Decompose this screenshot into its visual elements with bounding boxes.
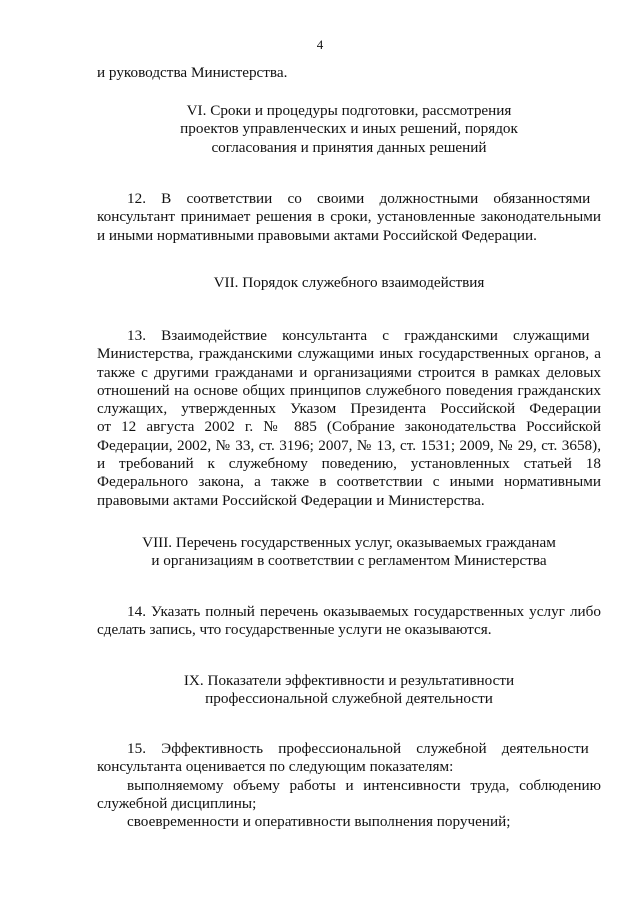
- heading-line: VIII. Перечень государственных услуг, оказываемых гражданам: [142, 534, 556, 551]
- text-line: Федерации, 2002, № 33, ст. 3196; 2007, № 13, ст. 1531; 2009, № 29, ст. 3658),: [97, 436, 601, 454]
- paragraph-13: [97, 327, 601, 510]
- heading-line: проектов управленческих и иных решений, порядок: [180, 120, 518, 138]
- text-line: отношений на основе общих принципов служебного поведения гражданских: [97, 381, 601, 399]
- text-line: также с другими гражданами и организациями строится в рамках деловых: [97, 363, 601, 381]
- heading-line: VII. Порядок служебного взаимодействия: [213, 274, 485, 291]
- heading-line: и организациям в соответствии с регламентом Министерства: [151, 552, 547, 570]
- text-line: Федерального закона, а также в соответствии с иными нормативными: [97, 473, 601, 491]
- section-heading-vi: [97, 102, 601, 157]
- text-line: 12. В соответствии со своими должностными обязанностями: [127, 190, 591, 207]
- list-item-line: служебной дисциплины;: [97, 794, 257, 812]
- heading-line: IX. Показатели эффективности и результативности: [183, 672, 515, 689]
- section-heading-viii: [97, 534, 601, 571]
- text-line: правовыми актами Российской Федерации и Министерства.: [97, 491, 485, 509]
- list-item-line: своевременности и оперативности выполнения поручений;: [127, 813, 511, 831]
- text-line: Министерства, гражданскими служащими иных государственных органов, а: [97, 345, 601, 363]
- heading-line: согласования и принятия данных решений: [211, 138, 487, 156]
- text-line: и требований к служебному поведению, установленных статьей 18: [97, 455, 601, 473]
- paragraph-14: [97, 603, 601, 640]
- paragraph-12: [97, 190, 601, 245]
- text-line: и руководства Министерства.: [97, 64, 288, 81]
- section-heading-vii: [97, 274, 601, 292]
- text-line: консультант принимает решения в сроки, установленные законодательными: [97, 208, 601, 226]
- text-line: 13. Взаимодействие консультанта с гражданскими служащими: [127, 327, 590, 344]
- page-number: 4: [316, 37, 324, 52]
- text-line: служащих, утвержденных Указом Президента Российской Федерации: [97, 400, 601, 418]
- text-line: сделать запись, что государственные услуги не оказываются.: [97, 621, 492, 639]
- text-line: и иными нормативными правовыми актами Российской Федерации.: [97, 226, 537, 244]
- text-line: от 12 августа 2002 г. № 885 (Собрание законодательства Российской: [97, 418, 601, 436]
- intro-line: [97, 64, 601, 82]
- text-line: 14. Указать полный перечень оказываемых государственных услуг либо: [127, 603, 601, 620]
- section-heading-ix: [97, 672, 601, 709]
- list-item-line: выполняемому объему работы и интенсивности труда, соблюдению: [127, 776, 601, 794]
- heading-line: VI. Сроки и процедуры подготовки, рассмотрения: [186, 102, 512, 119]
- text-line: консультанта оценивается по следующим показателям:: [97, 758, 454, 776]
- paragraph-15: [97, 740, 601, 831]
- text-line: 15. Эффективность профессиональной служебной деятельности: [127, 740, 589, 757]
- heading-line: профессиональной служебной деятельности: [205, 690, 493, 708]
